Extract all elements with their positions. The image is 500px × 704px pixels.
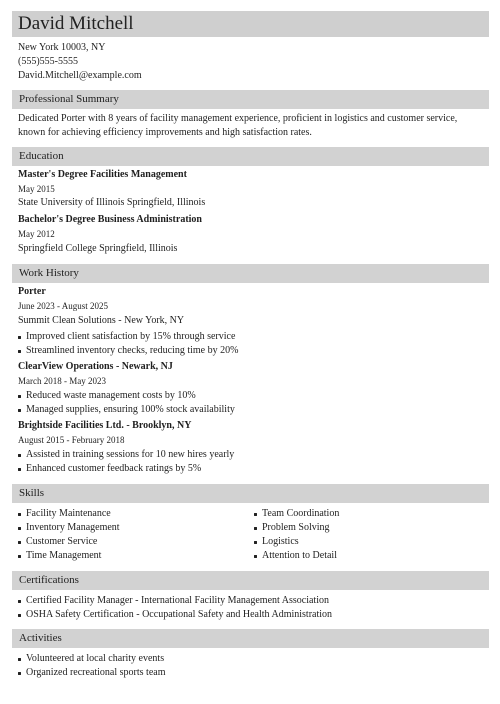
- job-title: Brightside Facilities Ltd. - Brooklyn, NY: [18, 420, 192, 431]
- skills-left-list: [18, 507, 120, 563]
- email: David.Mitchell@example.com: [18, 70, 142, 81]
- list-item: Attention to Detail: [254, 549, 339, 563]
- job-company: Summit Clean Solutions - New York, NY: [18, 315, 185, 326]
- list-item: Team Coordination: [254, 507, 339, 521]
- contact-info: [18, 41, 142, 83]
- education-section-header: [12, 147, 489, 166]
- job-title: Porter: [18, 286, 46, 297]
- skills-heading: Skills: [19, 487, 45, 499]
- list-item: Enhanced customer feedback ratings by 5%: [18, 462, 234, 476]
- list-item: Organized recreational sports team: [18, 666, 165, 680]
- list-item: Certified Facility Manager - International Facility Management Association: [18, 594, 332, 608]
- list-item: Time Management: [18, 549, 120, 563]
- education-date: May 2015: [18, 184, 55, 194]
- list-item: Facility Maintenance: [18, 507, 120, 521]
- summary-section-header: [12, 90, 489, 109]
- education-date: May 2012: [18, 229, 55, 239]
- job-bullets: [18, 389, 235, 417]
- list-item: Reduced waste management costs by 10%: [18, 389, 235, 403]
- skills-section-header: [12, 484, 489, 503]
- address: New York 10003, NY: [18, 42, 106, 53]
- education-school: Springfield College Springfield, Illinois: [18, 243, 178, 254]
- summary-text: Dedicated Porter with 8 years of facility management experience, proficient in logistics and customer service, known for achieving efficiency improvements and high satisfaction rates.: [18, 113, 458, 138]
- list-item: Volunteered at local charity events: [18, 652, 165, 666]
- job-bullets: [18, 330, 238, 358]
- job-bullets: [18, 448, 234, 476]
- list-item: Managed supplies, ensuring 100% stock availability: [18, 403, 235, 417]
- job-dates: June 2023 - August 2025: [18, 301, 108, 311]
- activities-list: [18, 652, 165, 680]
- name-header-bar: [12, 11, 489, 37]
- list-item: Assisted in training sessions for 10 new hires yearly: [18, 448, 234, 462]
- phone: (555)555-5555: [18, 56, 78, 67]
- activities-heading: Activities: [19, 632, 62, 644]
- education-degree: Master's Degree Facilities Management: [18, 169, 187, 180]
- activities-section-header: [12, 629, 489, 648]
- list-item: Improved client satisfaction by 15% through service: [18, 330, 238, 344]
- work-section-header: [12, 264, 489, 283]
- list-item: Inventory Management: [18, 521, 120, 535]
- certifications-heading: Certifications: [19, 574, 79, 586]
- summary-heading: Professional Summary: [19, 93, 119, 105]
- list-item: OSHA Safety Certification - Occupational Safety and Health Administration: [18, 608, 332, 622]
- certifications-section-header: [12, 571, 489, 590]
- list-item: Customer Service: [18, 535, 120, 549]
- education-school: State University of Illinois Springfield, Illinois: [18, 197, 206, 208]
- list-item: Streamlined inventory checks, reducing time by 20%: [18, 344, 238, 358]
- certifications-list: [18, 594, 332, 622]
- list-item: Problem Solving: [254, 521, 339, 535]
- work-heading: Work History: [19, 267, 79, 279]
- job-dates: March 2018 - May 2023: [18, 376, 106, 386]
- education-degree: Bachelor's Degree Business Administration: [18, 214, 202, 225]
- job-title: ClearView Operations - Newark, NJ: [18, 361, 173, 372]
- candidate-name: David Mitchell: [18, 13, 134, 34]
- skills-right-list: [254, 507, 339, 563]
- job-dates: August 2015 - February 2018: [18, 435, 125, 445]
- education-heading: Education: [19, 150, 64, 162]
- list-item: Logistics: [254, 535, 339, 549]
